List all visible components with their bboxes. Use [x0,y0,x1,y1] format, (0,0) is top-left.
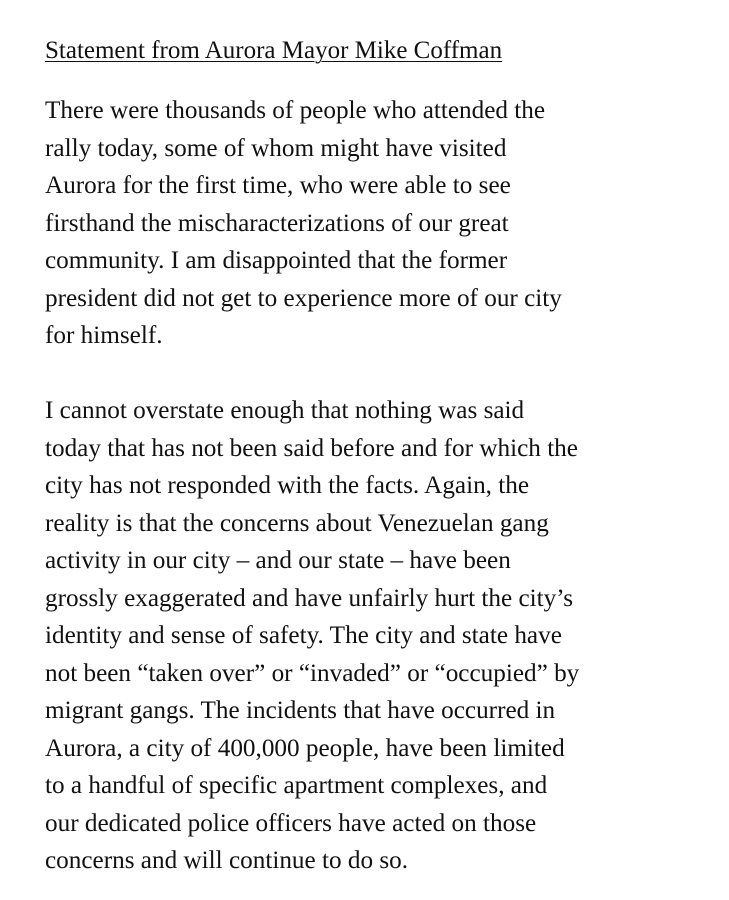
paragraph-line: migrant gangs. The incidents that have occurred in [45,697,556,724]
paragraph-line: community. I am disappointed that the former [45,247,508,274]
paragraph-line: not been “taken over” or “invaded” or “occupied” by [45,659,580,687]
paragraph-2 [45,392,705,880]
paragraph-line: president did not get to experience more of our city [45,284,562,312]
paragraph-line: I cannot overstate enough that nothing was said [45,397,525,424]
paragraph-line: rally today, some of whom might have visited [45,134,507,162]
paragraph-spacer [45,355,705,393]
paragraph-line: today that has not been said before and for which the [45,434,578,462]
paragraph-line: our dedicated police officers have acted on those [45,809,537,837]
paragraph-line: Aurora for the first time, who were able to see [45,172,511,199]
paragraph-line: identity and sense of safety. The city and state have [45,622,562,649]
paragraph-line: grossly exaggerated and have unfairly hurt the city’s [45,584,574,612]
statement-title: Statement from Aurora Mayor Mike Coffman [45,37,503,64]
paragraph-line: firsthand the mischaracterizations of our great [45,209,509,237]
paragraph-line: Aurora, a city of 400,000 people, have been limited [45,734,565,762]
paragraph-line: activity in our city – and our state – have been [45,547,511,574]
paragraph-line: concerns and will continue to do so. [45,847,409,874]
paragraph-line: There were thousands of people who attended the [45,97,546,124]
paragraph-1 [45,92,705,355]
paragraph-line: to a handful of specific apartment complexes, and [45,772,548,799]
title-separator-mark [45,75,705,92]
statement-document [45,32,705,880]
paragraph-line: city has not responded with the facts. Again, the [45,472,530,499]
paragraph-line: reality is that the concerns about Venezuelan gang [45,509,549,537]
paragraph-line: for himself. [45,322,163,349]
